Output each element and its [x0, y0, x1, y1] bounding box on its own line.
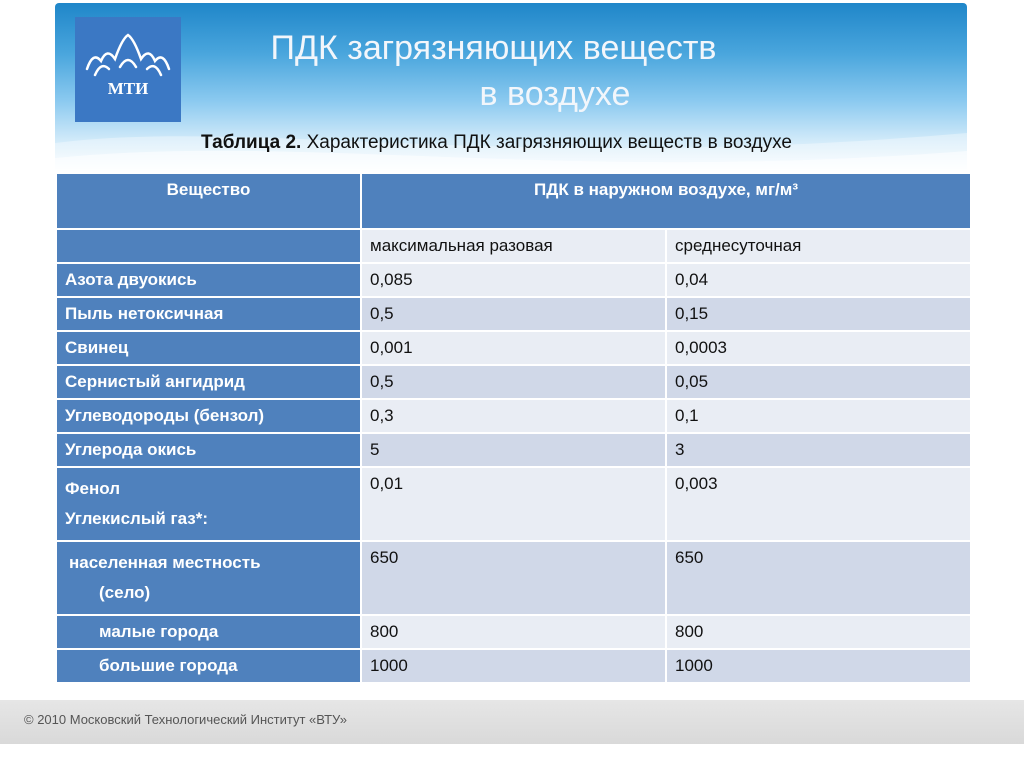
- page-title: [55, 25, 967, 117]
- row-name-line-1: населенная местность: [69, 553, 261, 572]
- table-row: [56, 365, 971, 399]
- row-max: 5: [361, 433, 666, 467]
- slide: [55, 0, 967, 690]
- row-max: 0,5: [361, 365, 666, 399]
- table-row: [56, 433, 971, 467]
- row-name: Пыль нетоксичная: [56, 297, 361, 331]
- row-name: Углерода окись: [56, 433, 361, 467]
- row-name: Сернистый ангидрид: [56, 365, 361, 399]
- row-name-line-1: Фенол: [65, 479, 120, 498]
- row-daily: 0,05: [666, 365, 971, 399]
- row-name: большие города: [56, 649, 361, 683]
- row-daily: 0,15: [666, 297, 971, 331]
- table-row: [56, 541, 971, 615]
- footer-bar: [0, 700, 1024, 744]
- table-row: [56, 297, 971, 331]
- row-max: 0,3: [361, 399, 666, 433]
- row-daily: 1000: [666, 649, 971, 683]
- row-max: 0,5: [361, 297, 666, 331]
- row-max: 0,001: [361, 331, 666, 365]
- row-daily: 0,04: [666, 263, 971, 297]
- row-name: [56, 541, 361, 615]
- row-daily: 800: [666, 615, 971, 649]
- row-name: малые города: [56, 615, 361, 649]
- table-row: [56, 399, 971, 433]
- logo-text: МТИ: [107, 79, 149, 98]
- row-name: Азота двуокись: [56, 263, 361, 297]
- row-daily: 3: [666, 433, 971, 467]
- row-name-line-2: Углекислый газ*:: [65, 509, 208, 528]
- row-daily: 0,1: [666, 399, 971, 433]
- row-max: 0,01: [361, 467, 666, 541]
- header-substance: Вещество: [56, 173, 361, 229]
- title-line-2: в воздухе: [479, 75, 631, 113]
- table-row: [56, 263, 971, 297]
- header-pdk: ПДК в наружном воздухе, мг/м³: [361, 173, 971, 229]
- table-caption: [201, 132, 792, 154]
- row-max: 1000: [361, 649, 666, 683]
- row-max: 0,085: [361, 263, 666, 297]
- table-row: [56, 467, 971, 541]
- row-max: 650: [361, 541, 666, 615]
- caption-text: Характеристика ПДК загрязняющих веществ в воздухе: [301, 132, 792, 153]
- footer-copyright: © 2010 Московский Технологический Институт «ВТУ»: [24, 712, 347, 727]
- table-subheader-row: [56, 229, 971, 263]
- caption-label: Таблица 2.: [201, 132, 302, 153]
- row-max: 800: [361, 615, 666, 649]
- table-row: [56, 615, 971, 649]
- title-line-1: ПДК загрязняющих веществ: [270, 29, 717, 67]
- table-header-row: [56, 173, 971, 229]
- subheader-daily: среднесуточная: [666, 229, 971, 263]
- row-name-line-2: (село): [99, 583, 151, 602]
- pdk-table: [55, 172, 972, 684]
- row-name: Свинец: [56, 331, 361, 365]
- row-daily: 650: [666, 541, 971, 615]
- table-row: [56, 649, 971, 683]
- row-daily: 0,0003: [666, 331, 971, 365]
- table-row: [56, 331, 971, 365]
- row-name: Углеводороды (бензол): [56, 399, 361, 433]
- subheader-empty: [56, 229, 361, 263]
- subheader-max: максимальная разовая: [361, 229, 666, 263]
- row-name: [56, 467, 361, 541]
- row-daily: 0,003: [666, 467, 971, 541]
